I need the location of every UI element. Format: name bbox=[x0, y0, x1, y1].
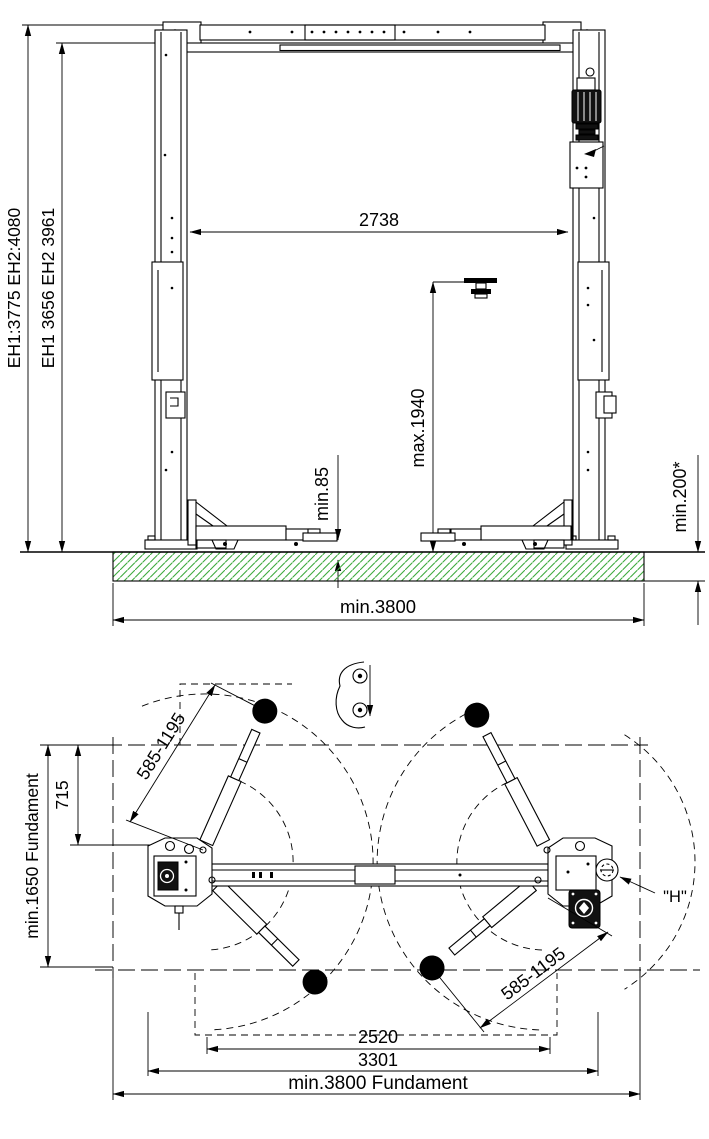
dim-column-offset bbox=[40, 745, 150, 845]
arm-reach-lower-label: 585-1195 bbox=[497, 943, 570, 1005]
front-right-arm bbox=[421, 500, 572, 549]
arm-lower-left bbox=[209, 877, 333, 1000]
right-column bbox=[566, 30, 618, 549]
min-pad-height-label: min.85 bbox=[312, 466, 332, 522]
dim-clear-width bbox=[190, 210, 568, 232]
plan-gear bbox=[596, 859, 618, 881]
arm-reach-upper-label: 585-1195 bbox=[132, 709, 190, 784]
car-direction-icon bbox=[336, 662, 370, 728]
left-column bbox=[145, 30, 197, 549]
dim-column-height bbox=[38, 43, 157, 552]
clear-width-label: 2738 bbox=[358, 210, 400, 230]
plan-motor bbox=[569, 890, 600, 928]
foundation-depth-label: min.200* bbox=[670, 461, 690, 533]
lift-pad-symbol bbox=[464, 278, 497, 298]
dim-foundation-length bbox=[22, 745, 113, 967]
arm-upper-left bbox=[195, 695, 281, 848]
control-box bbox=[570, 142, 604, 188]
min-width-label: min.3800 bbox=[339, 596, 417, 617]
floor-foundation bbox=[20, 552, 705, 581]
front-elevation-view bbox=[4, 22, 705, 626]
overall-height-label: EH1:3775 EH2:4080 bbox=[4, 207, 24, 369]
dim-overall-height bbox=[4, 25, 543, 552]
plan-view bbox=[22, 662, 700, 1100]
dim-max-lift-height bbox=[408, 278, 497, 552]
baseplate-distance-label: 3301 bbox=[357, 1050, 399, 1070]
arm-pad bbox=[460, 698, 494, 732]
carriage-distance-label: 2520 bbox=[357, 1027, 399, 1047]
max-lift-height-label: max.1940 bbox=[408, 388, 428, 468]
foundation-length-label: min.1650 Fundament bbox=[22, 773, 42, 939]
foundation-width-label: min.3800 Fundament bbox=[288, 1073, 468, 1094]
column-offset-label: 715 bbox=[52, 780, 72, 810]
dim-foundation-depth bbox=[670, 455, 698, 625]
drive-unit-label: "H" bbox=[663, 888, 687, 906]
column-height-label: EH1 3656 EH2 3961 bbox=[38, 207, 58, 369]
dim-min-width bbox=[113, 583, 644, 626]
arm-upper-right bbox=[460, 698, 554, 848]
foundation-slab bbox=[113, 552, 644, 581]
top-crossbeam bbox=[163, 22, 590, 52]
plan-crossbeam bbox=[210, 864, 548, 886]
plan-left-column bbox=[148, 838, 215, 930]
drive-unit-callout bbox=[620, 877, 687, 906]
